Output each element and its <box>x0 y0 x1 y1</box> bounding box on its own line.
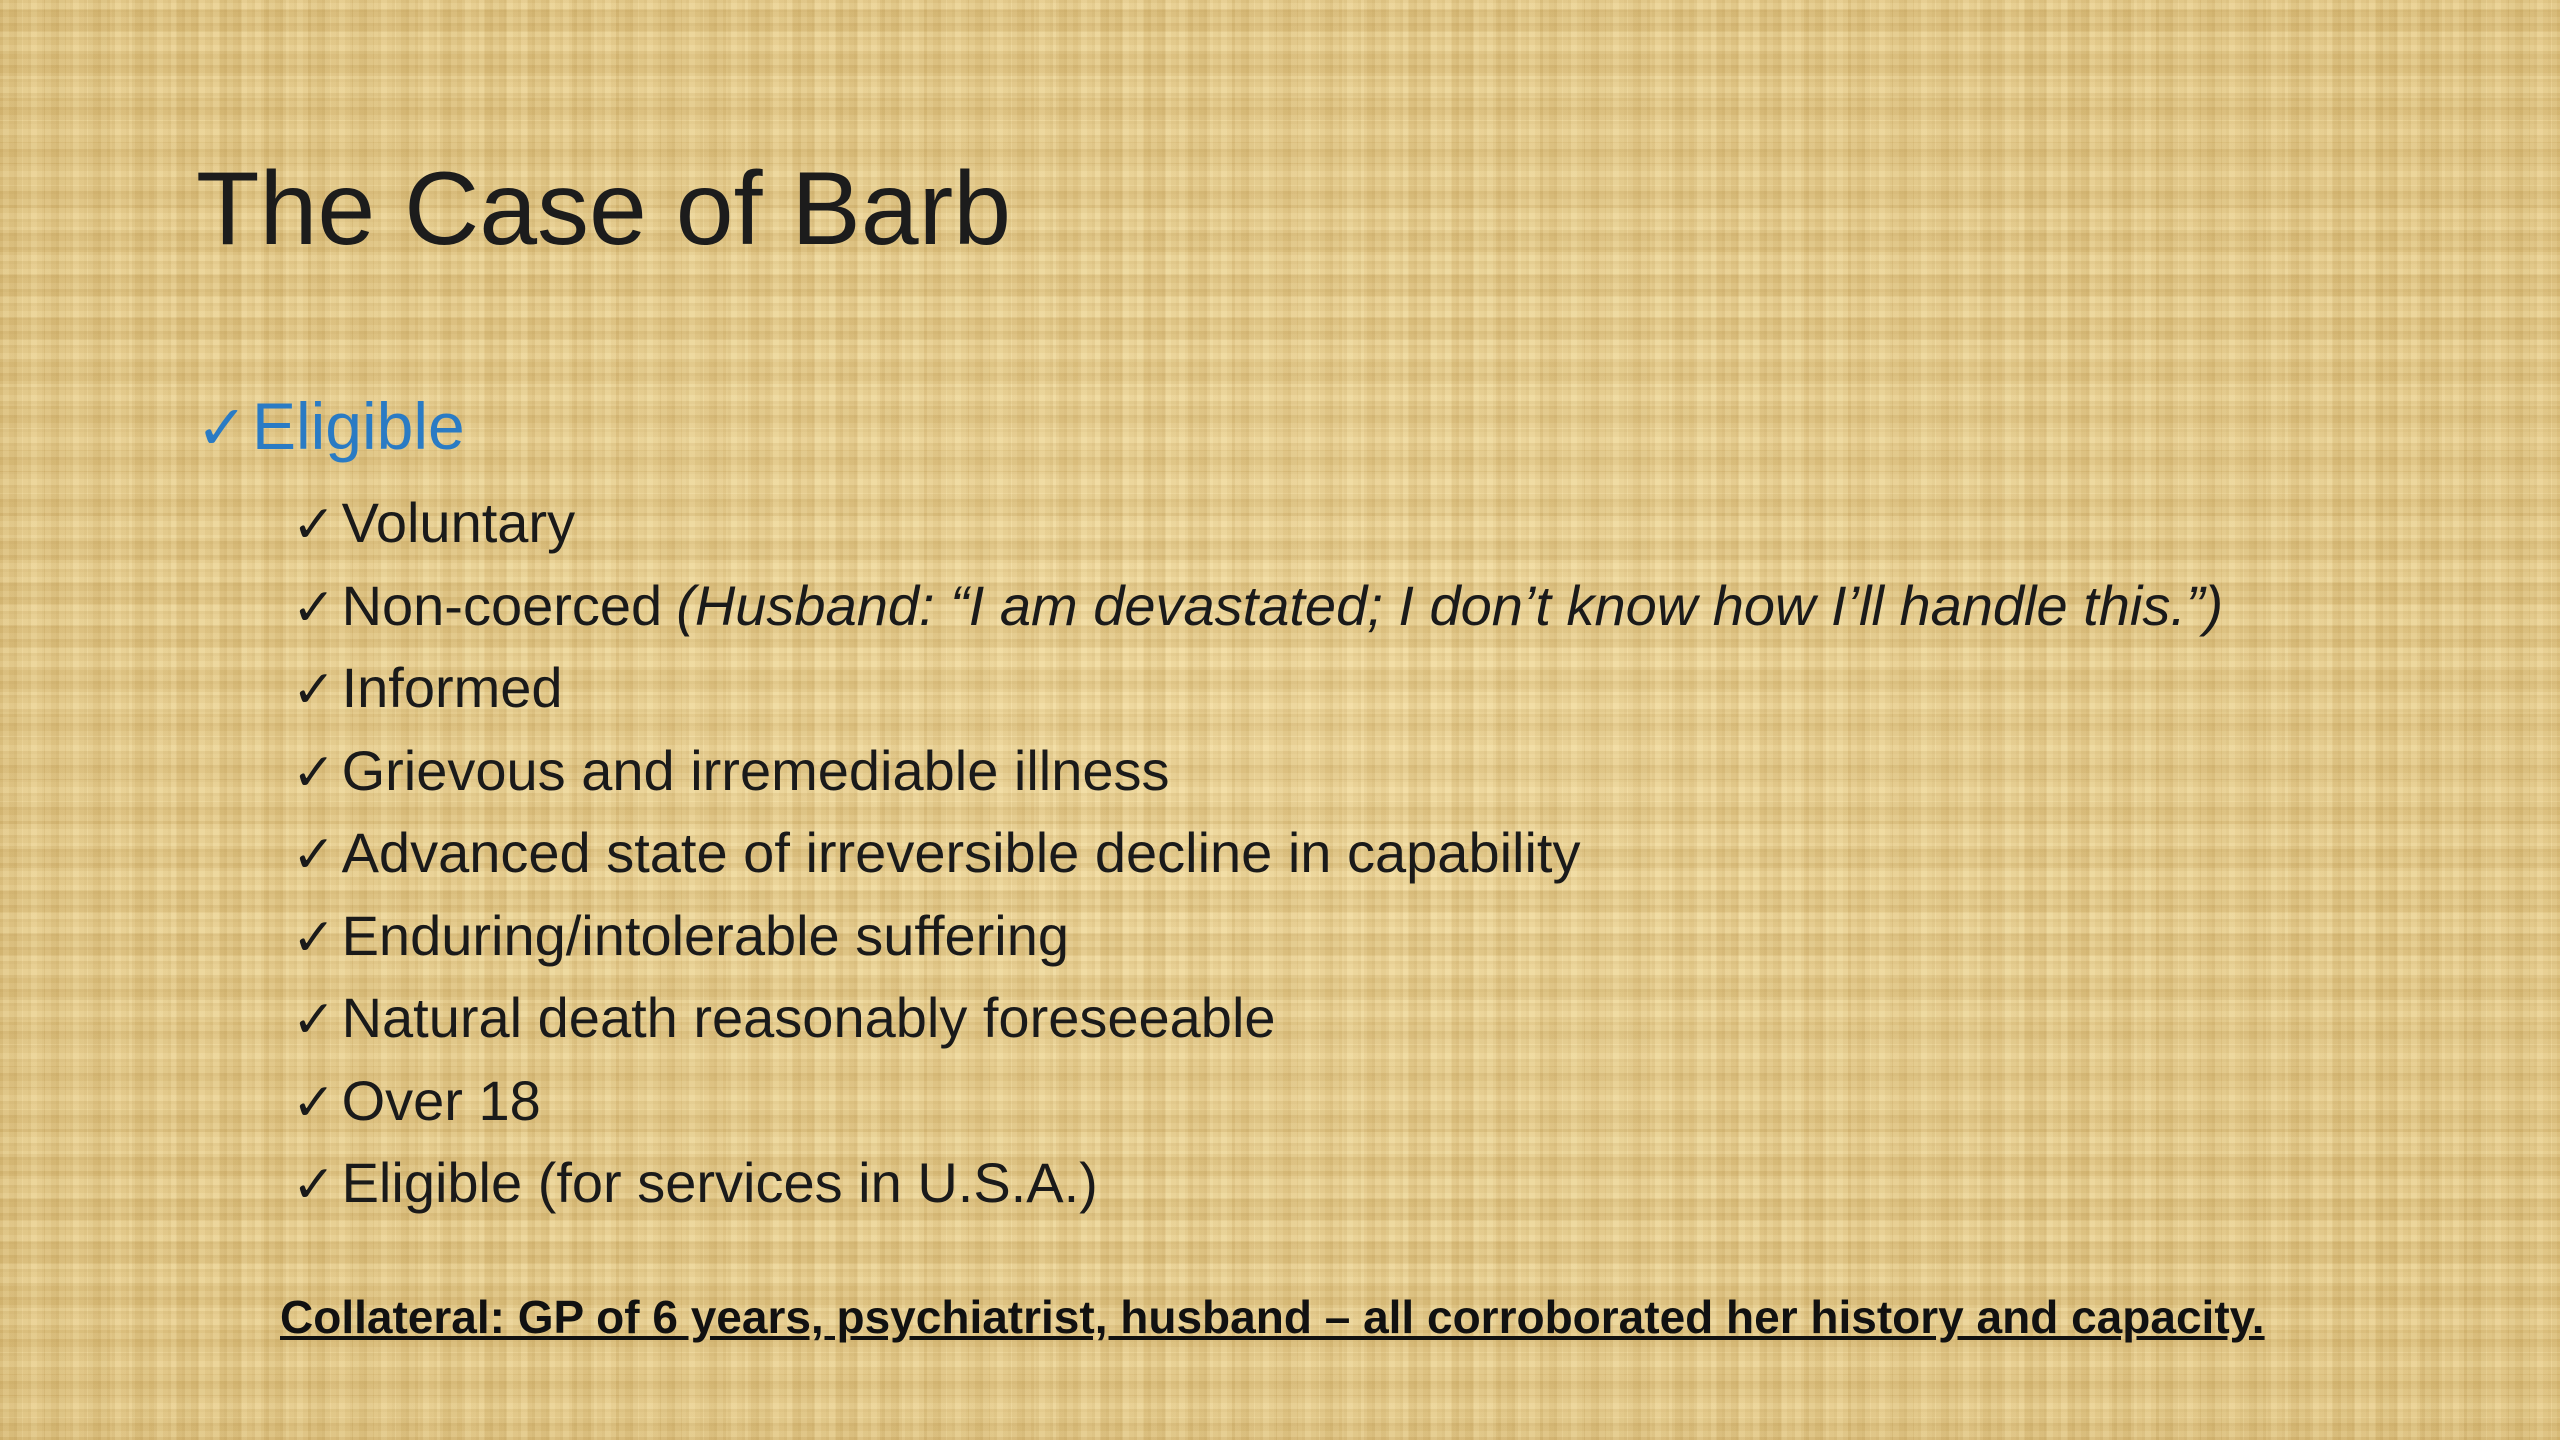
checkmark-icon: ✓ <box>292 1155 336 1215</box>
checkmark-icon: ✓ <box>292 990 336 1050</box>
sub-bullet-item <box>292 895 2223 978</box>
sub-bullet-item <box>292 1142 2223 1225</box>
sub-bullet-label: Non-coerced <box>341 573 663 637</box>
husband-quote: (Husband: “I am devastated; I don’t know how I’ll handle this.”) <box>676 573 2224 637</box>
sub-bullet-label: Voluntary <box>341 491 576 554</box>
sub-bullet-label: Advanced state of irreversible decline in capability <box>341 821 1581 884</box>
checkmark-icon: ✓ <box>292 577 336 638</box>
main-bullet-label: Eligible <box>251 389 465 463</box>
sub-bullet-item <box>292 1060 2223 1143</box>
checkmark-icon: ✓ <box>292 660 336 720</box>
sub-bullet-item <box>292 730 2223 813</box>
checkmark-icon: ✓ <box>292 495 336 555</box>
sub-bullet-label: Eligible (for services in U.S.A.) <box>341 1151 1098 1214</box>
sub-bullet-item <box>292 482 2223 565</box>
sub-bullet-label: Enduring/intolerable suffering <box>341 903 1070 967</box>
sub-bullet-item <box>292 565 2223 648</box>
sub-bullet-label: Natural death reasonably foreseeable <box>341 986 1276 1049</box>
checkmark-icon: ✓ <box>292 825 336 885</box>
sub-bullet-label: Grievous and irremediable illness <box>341 738 1170 802</box>
sub-bullet-item <box>292 647 2223 730</box>
main-bullet <box>196 388 465 464</box>
checkmark-icon: ✓ <box>196 391 248 464</box>
sub-bullet-label: Over 18 <box>341 1068 541 1132</box>
checkmark-icon: ✓ <box>292 907 336 968</box>
sub-bullet-item <box>292 812 2223 895</box>
sub-bullet-label: Informed <box>341 656 563 719</box>
checkmark-icon: ✓ <box>292 1072 336 1133</box>
sub-bullet-item <box>292 977 2223 1060</box>
collateral-note: Collateral: GP of 6 years, psychiatrist, husband – all corroborated her history and capacity. <box>280 1291 2265 1343</box>
slide-title: The Case of Barb <box>196 151 1012 267</box>
checkmark-icon: ✓ <box>292 742 336 803</box>
sub-bullet-list <box>292 482 2223 1225</box>
